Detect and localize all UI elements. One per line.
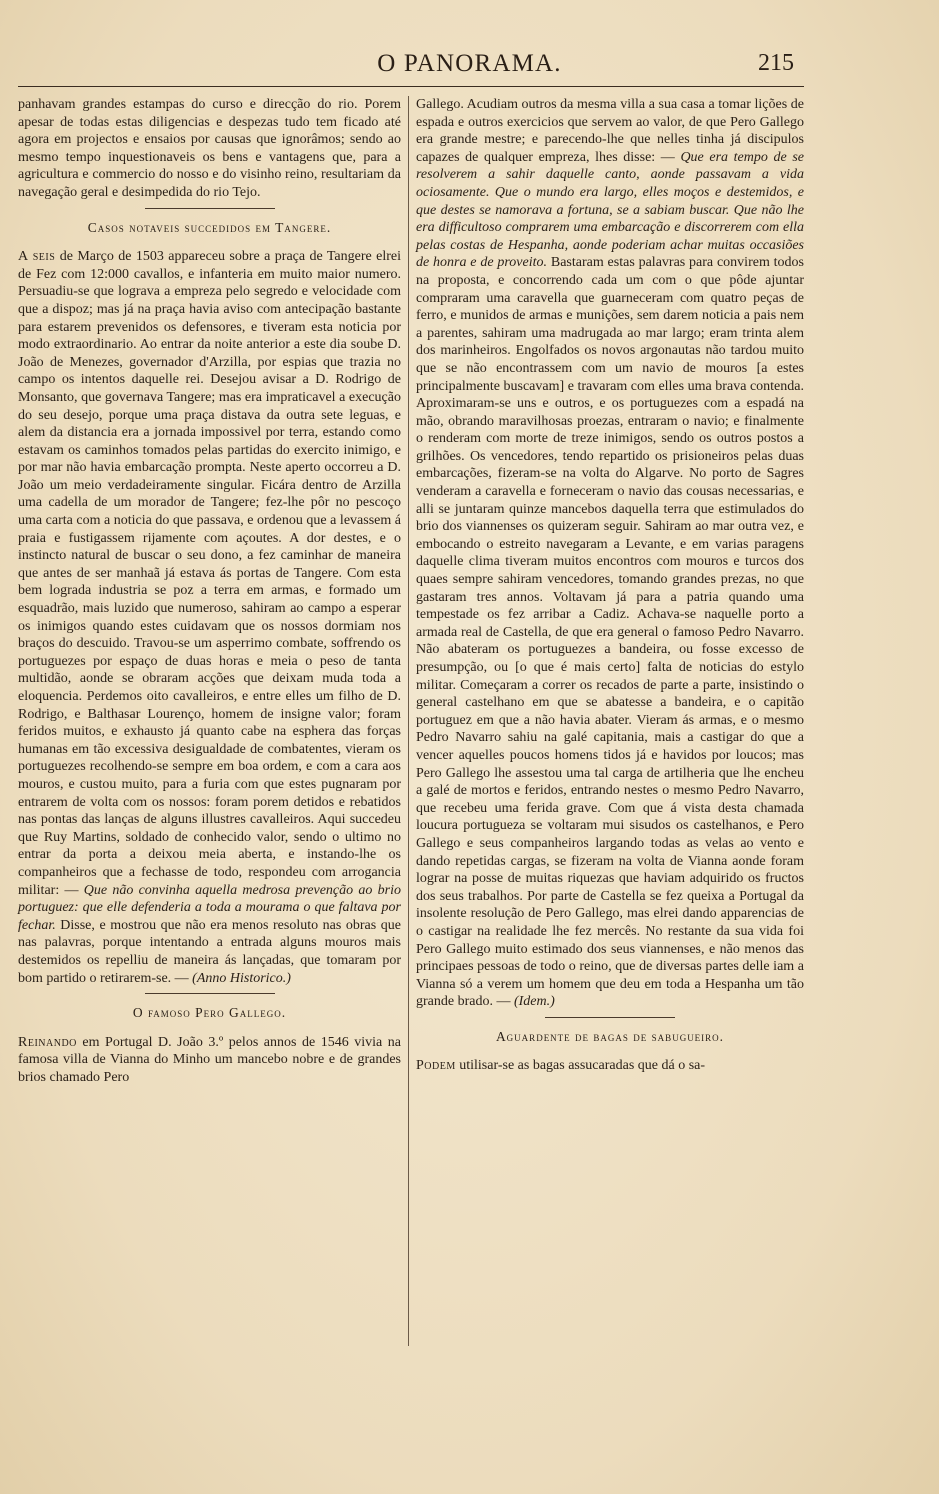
section-separator <box>145 993 275 994</box>
section-heading-pero-gallego: O famoso Pero Gallego. <box>132 1005 287 1021</box>
article-aguardente-start <box>416 1057 804 1075</box>
article-text: Gallego. Acudiam outros da mesma villa a sua casa a tomar lições de espada e outros exercicios que servem ao valor, de que Pero Gallego era grande mestre; e parecendo-lhe que nelles tinha já discipulos capazes de qualquer empreza, lhes disse: — <box>416 97 804 165</box>
section-separator <box>545 1017 675 1018</box>
page-number: 215 <box>758 50 794 76</box>
quoted-speech: Que não convinha aquella medrosa prevenção ao brio portuguez: que elle defenderia a toda a mourama o que faltava por fechar. <box>18 882 401 933</box>
source-citation: (Anno Historico.) <box>192 970 291 986</box>
page-header <box>0 50 939 84</box>
quoted-speech: Que era tempo de se resolverem a sahir daquelle canto, aonde passavam a vida ociosamente. Que o mundo era largo, elles moços e destemidos, e que destes se namorava a fortuna, se a sabiam buscar. Que não lhe era difficultoso comprarem uma embarcação e discorrerem com ella pelas costas de Hespanha, aonde poderiam achar muitas occasiões de honra e de proveito. <box>416 149 805 271</box>
left-column <box>18 96 401 1086</box>
header-rule <box>18 86 804 87</box>
intro-paragraph: panhavam grandes estampas do curso e direcção do rio. Porem apesar de todas estas diligencias e despezas tudo tem ficado até agora em projectos e ensaios por causas que ignorâmos; sendo ao mesmo tempo inquestionaveis os bens e vantagens que, para a agricultura e commercio do nosso e do visinho reino, resultariam da navegação geral e desimpedida do rio Tejo. <box>18 97 401 200</box>
article-text: utilisar-se as bagas assucaradas que dá o sa- <box>455 1058 706 1074</box>
article-pero-gallego-cont <box>416 96 804 1011</box>
column-divider <box>408 96 409 1346</box>
right-column <box>416 96 804 1075</box>
lead-word: A seis <box>18 249 56 265</box>
section-separator <box>145 208 275 209</box>
source-citation: (Idem.) <box>513 994 555 1010</box>
article-text: em Portugal D. João 3.º pelos annos de 1546 vivia na famosa villa de Vianna do Minho um mancebo nobre e de grandes brios chamado Pero <box>18 1034 401 1085</box>
lead-word: Podem <box>416 1058 456 1074</box>
article-tangere <box>18 248 401 987</box>
section-heading-aguardente: Aguardente de bagas de sabugueiro. <box>495 1028 725 1044</box>
lead-word: Reinando <box>18 1034 77 1050</box>
article-text: Disse, e mostrou que não era menos resoluto nas obras que nas palavras, porque intentando a entrada alguns mouros mais destemidos os repelliu de maneira ás lançadas, que tomaram por bom partido o retirarem-se. — <box>18 917 401 986</box>
article-text: Bastaram estas palavras para convirem todos na proposta, e concorrendo cada um com o que pôde ajuntar compraram uma caravella que guarneceram com quatro peças de ferro, e munidos de armas e munições, sem darem noticia a pais nem a parentes, sahiram uma madrugada ao mar largo; eram trinta alem dos marinheiros. Engolfados os novos argonautas não tardou muito que se não encontrassem com um navio de mouros [a estes principalmente buscavam] e travaram com elles uma brava contenda. Aproximaram-se uns e outros, e os portuguezes com a espadá na mão, obrando maravilhosas proezas, entraram o navio; e finalmente o renderam com morte de treze inimigos, sendo os outros postos a grilhões. Os vencedores, tendo repartido os prisioneiros pelas duas embarcações, fizeram-se na volta do Algarve. No porto de Sagres venderam a caravella e forneceram o navio das cousas necessarias, e alli se juntaram quinze mancebos daquella terra que estimulados do brio dos viannenses os quizeram seguir. Sahiram ao mar outra vez, e embocando o estreito navegaram a Levante, e em varias paragens daquelle clima tiveram muitos encontros com mouros e turcos dos quaes sempre sahiram vencedores, tomando grandes prezas, no que gastaram tres annos. Voltavam já para a patria quando uma tempestade os fez arribar a Cadiz. Achava-se naquelle porto a armada real de Castella, de que era general o famoso Pedro Navarro. Não abateram os portuguezes a bandeira, ou fosse excesso de presumpção, ou [o que é mais certo] falta de noticias do estylo militar. Começaram a correr os recados de parte a parte, insistindo o general castelhano em que se abatesse a bandeira, e o capitão portuguez em que a não havia abater. Vieram ás armas, e o mesmo Pedro Navarro sahiu na galé capitania, mais a castigar do que a vencer aquelles poucos homens tidos já e havidos por loucos; mas Pero Gallego lhe assestou uma tal carga de artilheria que lhe encheu a galé de mortos e feridos, entrando nestes o mesmo Pedro Navarro, que recebeu uma ferida grave. Com que á vista desta chamada loucura portugueza se voltaram mui sisudos os castelhanos, e Pero Gallego e seus companheiros largando todas as velas ao vento e dando repetidas cargas, se fizeram na volta de Vianna aonde foram lograr na posse de muitas riquezas que haviam adquirido os fructos dos seus trabalhos. Por parte de Castella se fez queixa a Portugal da insolente resolução de Pero Gallego, mas elrei dando apparencias de o castigar na realidade lhe fez mercês. No restante da sua vida foi Pero Gallego muito estimado dos seus viannenses, e não menos das principaes pessoas de todo o reino, que de diversas partes delle iam a Vianna só a verem um homem que deu em toda a Hespanha um tão grande brado. — <box>416 255 804 1010</box>
article-text: de Março de 1503 appareceu sobre a praça de Tangere elrei de Fez com 12:000 cavallos, e infanteria em muito maior numero. Persuadiu-se que lograva a empreza pelo segredo e velocidade com que a dispoz; mas já na praça havia aviso com antecipação bastante para estarem prevenidos os defensores, e tiveram esta noticia por modo extraordinario. Ao entrar da noite anterior a este dia soube D. João de Menezes, governador d'Arzilla, por espias que trazia no campo os intentos daquelle rei. Desejou avisar a D. Rodrigo de Monsanto, que governava Tangere; mas era impraticavel a execução do seu desejo, porque uma praça distava da outra sete leguas, e alem da distancia era a jornada impossivel por terra, estando como estavam os caminhos tomados pelas partidas do exercito inimigo, e por mar não havia embarcação prompta. Neste aperto occorreu a D. João um meio verdadeiramente singular. Ficára dentro de Arzilla uma cadella de um morador de Tangere; fez-lhe pôr no pescoço uma carta com a noticia do que passava, e ordenou que a levassem á praia e fustigassem rijamente com açoutes. A dor destes, e o instincto natural de buscar o seu dono, a fez caminhar de maneira que antes de ser manhaã já estava ás portas de Tangere. Com esta bem lograda industria se poz a terra em armas, e formado um esquadrão, mais luzido que numeroso, sahiram ao campo a esperar os inimigos quando estes cuidavam que os nossos dormiam nos braços do descuido. Travou-se um asperrimo combate, soffrendo os portuguezes por espaço de duas horas e meia o peso de tanta multidão, aonde se obraram acções que deixam muda toda a eloquencia. Perdemos oito cavalleiros, e entre elles um filho de D. Rodrigo, e Balthasar Lourenço, homem de insigne valor; foram feridos muitos, e exhausto já quanto cabe na esphera das forças humanas em tão excessiva desigualdade de combatentes, vieram os portuguezes recolhendo-se sempre em boa ordem, e com a cara aos mouros, e custou muito, para a furia com que estes pugnaram por entrarem de volta com os nossos: foram porem detidos e rebatidos nas pontas das lanças de alguns illustres cavalleiros. Aqui succedeu que Ruy Martins, soldado de conhecido valor, sendo o ultimo no entrar da porta a deixou meia aberta, e instando-lhe os companheiros que a fechasse de todo, respondeu com arrogancia militar: — <box>18 249 401 898</box>
section-heading-tangere: Casos notaveis succedidos em Tangere. <box>87 219 332 235</box>
masthead-title: O PANORAMA. <box>377 50 562 77</box>
article-pero-gallego-start <box>18 1034 401 1087</box>
